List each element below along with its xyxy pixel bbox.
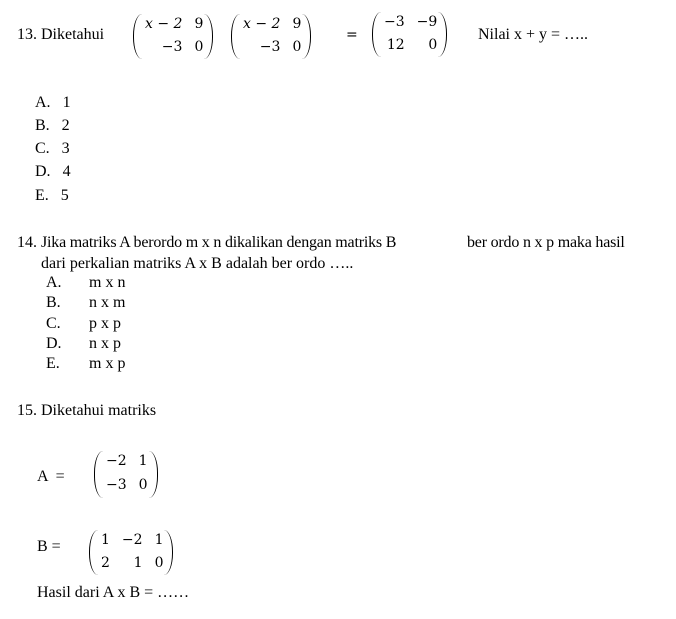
left-paren-icon <box>133 14 142 59</box>
q14-option-b-letter: B. <box>46 294 61 311</box>
q13-option-d: D. 4 <box>35 163 71 180</box>
matrix-cell: 0 <box>194 39 204 55</box>
q14-option-a-value: m x n <box>89 274 126 291</box>
q13-matrix-2 <box>231 14 311 59</box>
matrix-cell: 9 <box>194 16 204 32</box>
q15-matrix-a <box>94 451 158 498</box>
q14-line2: dari perkalian matriks A x B adalah ber ordo ….. <box>41 255 354 272</box>
matrix-cell: 9 <box>292 16 302 32</box>
right-paren-icon <box>204 14 213 59</box>
q13-option-b: B. 2 <box>35 117 70 134</box>
matrix-cell: 1 <box>154 532 164 548</box>
q14-option-c-value: p x p <box>89 315 121 332</box>
q14-option-b-value: n x m <box>89 294 126 311</box>
matrix-cell: −3 <box>106 477 127 493</box>
matrix-cell: 12 <box>386 37 405 53</box>
matrix-cell: −3 <box>161 39 183 55</box>
matrix-cell: x − 2 <box>145 16 183 32</box>
matrix-cell: −3 <box>384 14 405 30</box>
q15-b-label: B = <box>37 538 61 555</box>
matrix-cell: 0 <box>138 477 148 493</box>
q14-line1a: Jika matriks A berordo m x n dikalikan dengan matriks B <box>41 234 397 251</box>
left-paren-icon <box>89 530 98 575</box>
q15-a-label: A = <box>37 468 65 485</box>
matrix-cell: −3 <box>259 39 281 55</box>
q15-matrix-b <box>89 530 173 575</box>
right-paren-icon <box>149 451 158 498</box>
q14-option-e-letter: E. <box>46 355 60 372</box>
q14-line1b: ber ordo n x p maka hasil <box>467 234 625 251</box>
q14-option-e-value: m x p <box>89 355 126 372</box>
matrix-cell: 0 <box>292 39 302 55</box>
left-paren-icon <box>94 451 103 498</box>
matrix-cell: −2 <box>106 453 127 469</box>
q15-question: Hasil dari A x B = …… <box>37 584 190 601</box>
q15-number: 15. <box>17 402 37 419</box>
matrix-cell: x − 2 <box>243 16 281 32</box>
q13-lead: Diketahui <box>41 26 105 43</box>
q13-option-a: A. 1 <box>35 94 71 111</box>
q14-option-c-letter: C. <box>46 315 61 332</box>
matrix-cell: 1 <box>133 555 143 571</box>
q13-equals: = <box>346 27 358 43</box>
q13-question: Nilai x + y = ….. <box>478 26 589 43</box>
q14-number: 14. <box>17 234 37 251</box>
q13-option-e: E. 5 <box>35 187 69 204</box>
q14-option-d-value: n x p <box>89 335 121 352</box>
matrix-cell: −9 <box>416 14 438 30</box>
left-paren-icon <box>231 14 240 59</box>
q13-result-matrix <box>372 12 447 57</box>
matrix-cell: 2 <box>101 555 110 571</box>
left-paren-icon <box>372 12 381 57</box>
matrix-cell: 0 <box>154 555 164 571</box>
q14-option-d-letter: D. <box>46 335 62 352</box>
matrix-cell: 1 <box>138 453 148 469</box>
right-paren-icon <box>164 530 173 575</box>
q13-matrix-1 <box>133 14 213 59</box>
matrix-cell: 0 <box>428 37 438 53</box>
matrix-cell: 1 <box>101 532 110 548</box>
right-paren-icon <box>438 12 447 57</box>
right-paren-icon <box>302 14 311 59</box>
matrix-cell: −2 <box>121 532 143 548</box>
q13-option-c: C. 3 <box>35 140 70 157</box>
q15-lead: Diketahui matriks <box>41 402 157 419</box>
q14-option-a-letter: A. <box>46 274 62 291</box>
q13-number: 13. <box>17 26 37 43</box>
